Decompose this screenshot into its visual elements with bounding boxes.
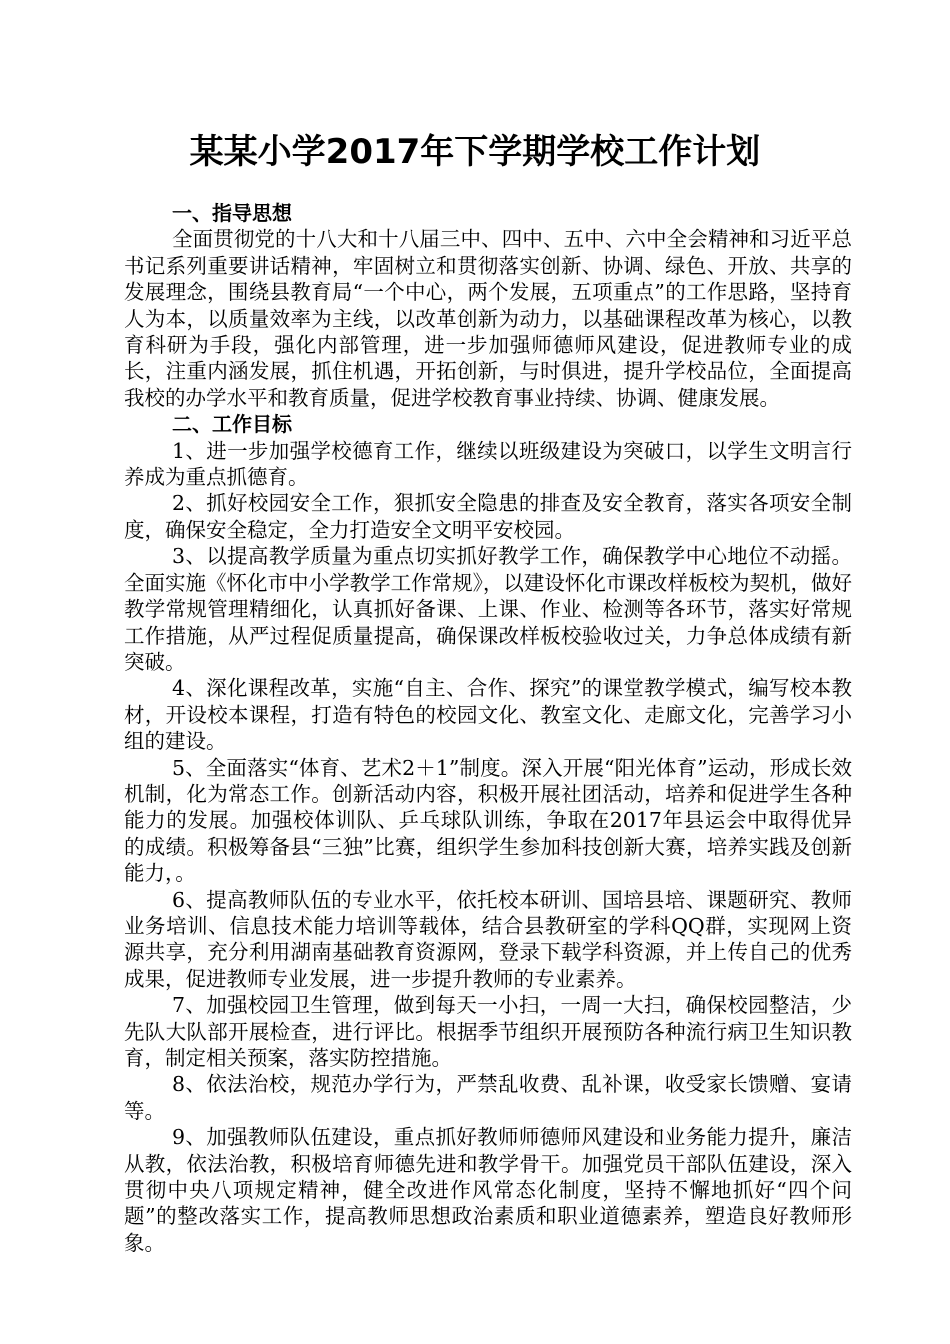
- paragraph-guiding-thought: 全面贯彻党的十八大和十八届三中、四中、五中、六中全会精神和习近平总书记系列重要讲话精神，牢固树立和贯彻落实创新、协调、绿色、开放、共享的发展理念，围绕县教育局“一个中心，两个发展，五项重点”的工作思路，坚持育人为本，以质量效率为主线，以改革创新为动力，以基础课程改革为核心，以教育科研为手段，强化内部管理，进一步加强师德师风建设，促进教师专业的成长，注重内涵发展，抓住机遇，开拓创新，与时俱进，提升学校品位，全面提高我校的办学水平和教育质量，促进学校教育事业持续、协调、健康发展。: [124, 227, 852, 410]
- paragraph-goal-3: 3、以提高教学质量为重点切实抓好教学工作，确保教学中心地位不动摇。全面实施《怀化市中小学教学工作常规》，以建设怀化市课改样板校为契机，做好教学常规管理精细化，认真抓好备课、上课、作业、检测等各环节，落实好常规工作措施，从严过程促质量提高，确保课改样板校验收过关，力争总体成绩有新突破。: [124, 544, 852, 674]
- paragraph-goal-7: 7、加强校园卫生管理，做到每天一小扫，一周一大扫，确保校园整洁，少先队大队部开展检查，进行评比。根据季节组织开展预防各种流行病卫生知识教育，制定相关预案，落实防控措施。: [124, 993, 852, 1070]
- paragraph-goal-2: 2、抓好校园安全工作，狠抓安全隐患的排查及安全教育，落实各项安全制度，确保安全稳定，全力打造安全文明平安校园。: [124, 491, 852, 542]
- paragraph-goal-8: 8、依法治校，规范办学行为，严禁乱收费、乱补课，收受家长馈赠、宴请等。: [124, 1072, 852, 1123]
- section-heading-work-goals: 二、工作目标: [172, 412, 292, 437]
- paragraph-goal-6: 6、提高教师队伍的专业水平，依托校本研训、国培县培、课题研究、教师业务培训、信息技术能力培训等载体，结合县教研室的学科QQ群，实现网上资源共享，充分利用湖南基础教育资源网，登录下载学科资源，并上传自己的优秀成果，促进教师专业发展，进一步提升教师的专业素养。: [124, 887, 852, 991]
- paragraph-goal-1: 1、进一步加强学校德育工作，继续以班级建设为突破口，以学生文明言行养成为重点抓德育。: [124, 438, 852, 490]
- document-body: [124, 200, 852, 1256]
- paragraph-goal-4: 4、深化课程改革，实施“自主、合作、探究”的课堂教学模式，编写校本教材，开设校本课程，打造有特色的校园文化、教室文化、走廊文化，完善学习小组的建设。: [124, 676, 852, 754]
- paragraph-goal-5: 5、全面落实“体育、艺术2＋1”制度。深入开展“阳光体育”运动，形成长效机制，化为常态工作。创新活动内容，积极开展社团活动，培养和促进学生各种能力的发展。加强校体训队、乒乓球队训练，争取在2017年县运会中取得优异的成绩。积极筹备县“三独”比赛，组织学生参加科技创新大赛，培养实践及创新能力，。: [124, 755, 852, 886]
- document-title: 某某小学2017年下学期学校工作计划: [189, 132, 761, 172]
- section-heading-guiding-thought: 一、指导思想: [172, 201, 292, 225]
- paragraph-goal-9: 9、加强教师队伍建设，重点抓好教师师德师风建设和业务能力提升，廉洁从教，依法治教，积极培育师德先进和教学骨干。加强党员干部队伍建设，深入贯彻中央八项规定精神，健全改进作风常态化制度，坚持不懈地抓好“四个问题”的整改落实工作，提高教师思想政治素质和职业道德素养，塑造良好教师形象。: [124, 1125, 852, 1255]
